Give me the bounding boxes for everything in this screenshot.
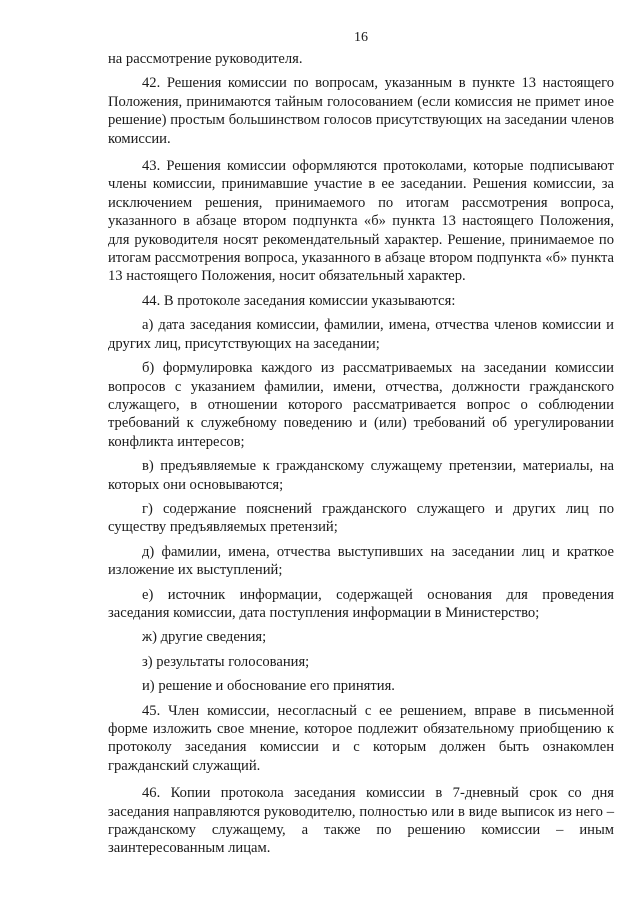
subitem-e: е) источник информации, содержащей основания для проведения заседания комиссии, дата поступления информации в Министерство; [108,586,614,621]
paragraph-46: 46. Копии протокола заседания комиссии в 7-дневный срок со дня заседания направляются руководителю, полностью или в виде выписок из него – гражданскому служащему, а также по решению комиссии – иным заинтересованным лицам. [108,785,614,857]
subitem-a: а) дата заседания комиссии, фамилии, имена, отчества членов комиссии и других лиц, присутствующих на заседании; [108,317,614,352]
paragraph-43: 43. Решения комиссии оформляются протоколами, которые подписывают члены комиссии, принимавшие участие в ее заседании. Решения комиссии, за исключением решения, принимаемого по итогам рассмотрения вопроса, указанного в абзаце втором подпункта «б» пункта 13 настоящего Положения, для руководителя носят рекомендательный характер. Решение, принимаемое по итогам рассмотрения вопроса, указанного в абзаце втором подпункта «б» пункта 13 настоящего Положения, носит обязательный характер. [108,158,614,285]
paragraph-45: 45. Член комиссии, несогласный с ее решением, вправе в письменной форме изложить свое мнение, которое подлежит обязательному приобщению к протоколу заседания комиссии и с которым должен быть ознакомлен гражданский служащий. [108,702,614,774]
subitem-i: и) решение и обоснование его принятия. [142,678,395,695]
paragraph-44: 44. В протоколе заседания комиссии указываются: [142,292,456,309]
subitem-g: г) содержание пояснений гражданского служащего и других лиц по существу предъявляемых претензий; [108,500,614,536]
paragraph-continuation: на рассмотрение руководителя. [108,51,303,67]
subitem-z: з) результаты голосования; [142,653,310,670]
page-number: 16 [354,30,368,45]
document-body [108,50,614,858]
subitem-d: д) фамилии, имена, отчества выступивших на заседании лиц и краткое изложение их выступлений; [108,543,614,579]
subitem-b: б) формулировка каждого из рассматриваемых на заседании комиссии вопросов с указанием фамилии, имени, отчества, должности гражданского служащего, в отношении которого рассматривается вопрос о соблюдении требований к служебному поведению и (или) требований об урегулировании конфликта интересов; [108,360,614,450]
subitem-v: в) предъявляемые к гражданскому служащему претензии, материалы, на которых они основываются; [108,458,614,493]
subitem-zh: ж) другие сведения; [142,629,267,646]
paragraph-42: 42. Решения комиссии по вопросам, указанным в пункте 13 настоящего Положения, принимаются тайным голосованием (если комиссия не примет иное решение) простым большинством голосов присутствующих на заседании членов комиссии. [108,75,614,147]
